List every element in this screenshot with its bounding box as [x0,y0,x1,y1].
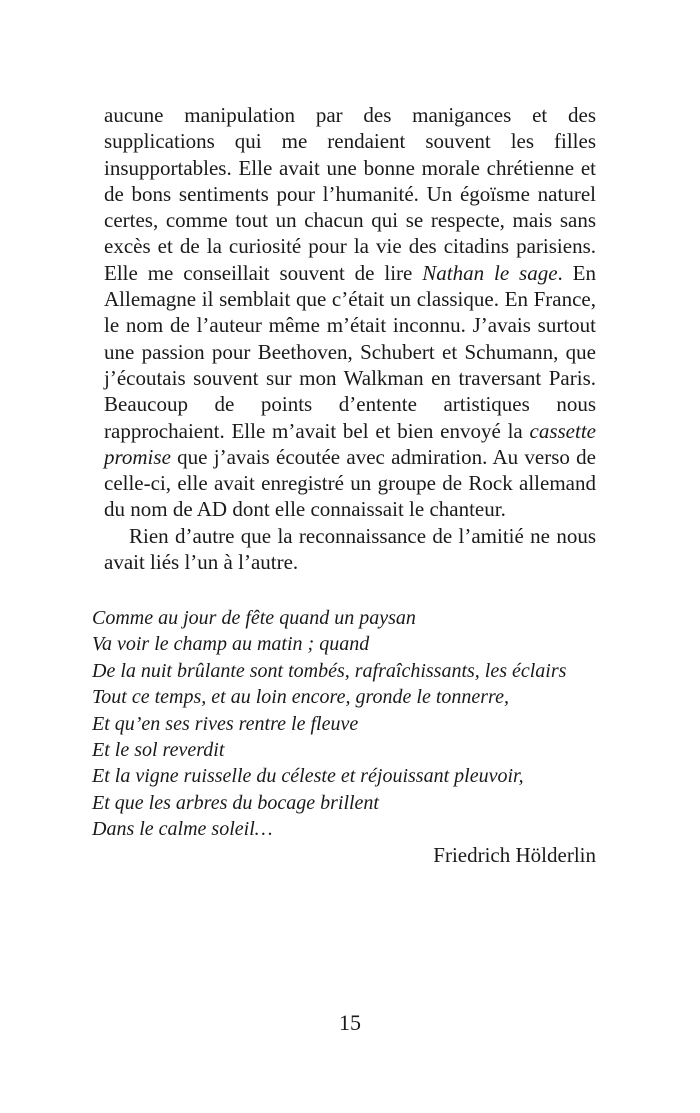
italic-phrase: cassette [529,418,596,443]
text-fragment: rapprochaient. Elle m’avait bel et bien envoyé la [104,418,530,443]
text-fragment: que j’avais écoutée avec admiration. Au verso de [170,444,596,469]
text-line: celle-ci, elle avait enregistré un groupe de Rock allemand [104,471,596,496]
text-line: Beaucoup de points d’entente artistiques nous [104,392,596,417]
text-line: insupportables. Elle avait une bonne morale chrétienne et [104,155,596,180]
text-line: Allemagne il semblait que c’était un classique. En France, [104,287,596,312]
poem-line: Et que les arbres du bocage brillent [92,791,379,814]
text-line: de bons sentiments pour l’humanité. Un égoïsme naturel [104,181,596,206]
text-line: une passion pour Beethoven, Schubert et Schumann, que [104,339,596,364]
poem-line: Va voir le champ au matin ; quand [92,633,370,656]
poem-quote [92,605,596,843]
text-fragment: . En [557,260,596,285]
text-line [104,418,596,444]
page-number: 15 [339,1010,361,1035]
poem-line: Dans le calme soleil… [92,818,273,841]
prose-text [104,102,596,575]
text-line: aucune manipulation par des manigances et des [104,103,596,127]
text-line: certes, comme tout un chacun qui se respecte, mais sans [104,208,596,233]
poem-line: Et qu’en ses rives rentre le fleuve [92,712,359,735]
text-line: supplications qui me rendaient souvent les filles [104,129,596,154]
italic-phrase: promise [104,444,171,469]
text-line [104,260,596,286]
text-line: le nom de l’auteur même m’était inconnu. J’avais surtout [104,313,596,338]
text-line: excès et de la curiosité pour la vie des citadins parisiens. [104,234,596,259]
text-line: du nom de AD dont elle connaissait le chanteur. [104,497,506,522]
poem-line: Tout ce temps, et au loin encore, gronde le tonnerre, [92,686,509,709]
poem-attribution: Friedrich Hölderlin [433,843,596,867]
book-title: Nathan le sage [422,260,558,285]
text-line: j’écoutais souvent sur mon Walkman en traversant Paris. [104,365,596,390]
text-line: Rien d’autre que la reconnaissance de l’amitié ne nous [129,523,596,548]
poem-line: De la nuit brûlante sont tombés, rafraîchissants, les éclairs [92,659,567,682]
poem-line: Et le sol reverdit [92,738,225,761]
poem-line: Et la vigne ruisselle du céleste et réjouissant pleuvoir, [92,765,524,788]
text-line: avait liés l’un à l’autre. [104,550,299,575]
text-fragment: Elle me conseillait souvent de lire [104,260,423,285]
poem-line: Comme au jour de fête quand un paysan [92,607,416,629]
text-line [104,444,596,470]
